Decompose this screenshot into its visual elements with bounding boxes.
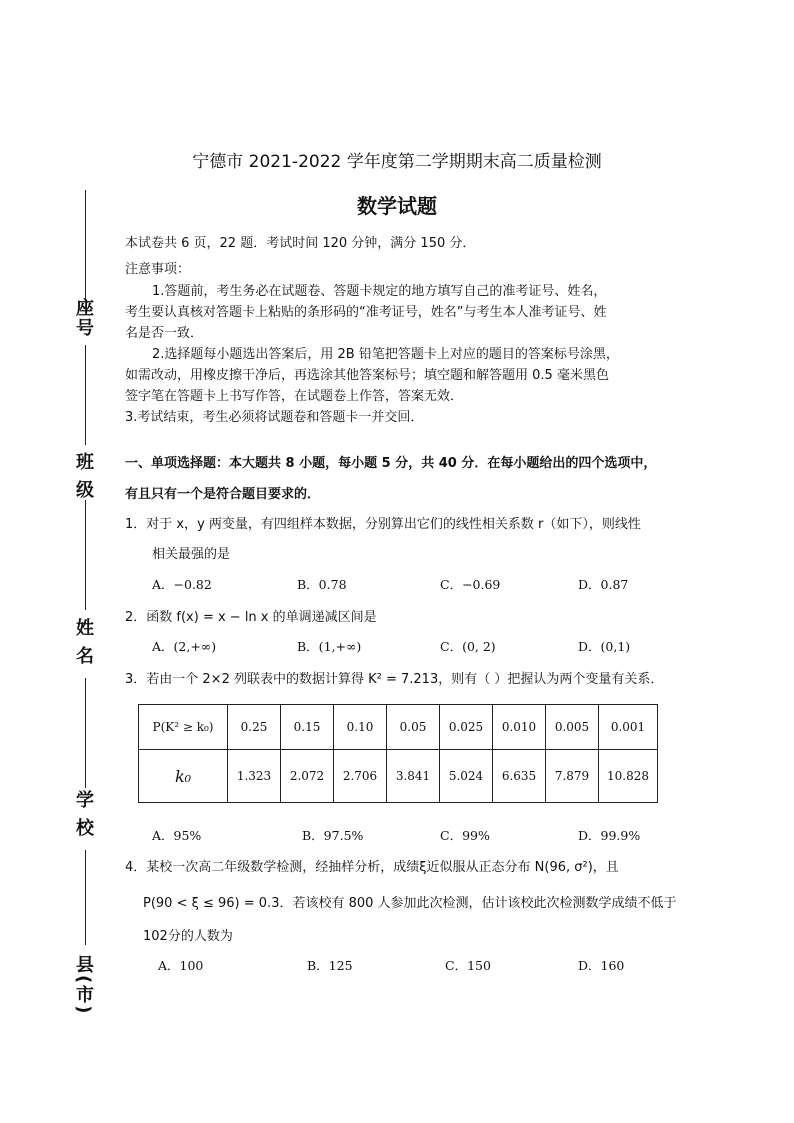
q2-option-b: B．(1,+∞): [297, 639, 362, 654]
table-cell: 7.879: [546, 750, 599, 803]
q2-option-d: D．(0,1): [578, 639, 631, 654]
q4-text: 4．某校一次高二年级数学检测，经抽样分析，成绩ξ近似服从正态分布 N(96, σ²)，且: [125, 860, 619, 875]
county-label: 县(市): [73, 955, 94, 1016]
table-cell: 0.25: [228, 705, 281, 750]
note-1-line-1: 1.答题前，考生务必在试题卷、答题卡规定的地方填写自己的准考证号、姓名，: [152, 284, 607, 299]
note-1-line-3: 名是否一致．: [125, 326, 204, 341]
q3-option-c: C．99%: [440, 828, 490, 843]
table-cell: 0.001: [599, 705, 658, 750]
table-cell: 6.635: [493, 750, 546, 803]
q1-option-d: D．0.87: [578, 577, 629, 592]
table-cell: 0.025: [440, 705, 493, 750]
q4-option-a: A．100: [158, 958, 204, 973]
table-cell: 0.010: [493, 705, 546, 750]
table-cell: 10.828: [599, 750, 658, 803]
q3-option-d: D．99.9%: [578, 828, 641, 843]
q1-option-c: C．−0.69: [440, 577, 501, 592]
table-cell: 0.15: [281, 705, 334, 750]
seat-label: 座号: [73, 298, 94, 338]
q1-text-cont: 相关最强的是: [152, 547, 231, 562]
intro-text: 本试卷共 6 页，22 题．考试时间 120 分钟，满分 150 分．: [125, 236, 476, 251]
q1-option-a: A．−0.82: [152, 577, 212, 592]
q3-option-a: A．95%: [152, 828, 202, 843]
q2-option-a: A．(2,+∞): [152, 639, 217, 654]
q2-option-c: C．(0, 2): [440, 639, 496, 654]
note-1-line-2: 考生要认真核对答题卡上粘贴的条形码的“准考证号，姓名”与考生本人准考证号、姓: [125, 305, 607, 320]
q4-option-d: D．160: [578, 958, 625, 973]
table-cell: 1.323: [228, 750, 281, 803]
table-row-p: [139, 705, 658, 750]
table-header-k: k₀: [139, 750, 228, 803]
school-label: 学 校: [73, 790, 94, 839]
section-1-heading-cont: 有且只有一个是符合题目要求的．: [125, 487, 321, 502]
note-2-line-1: 2.选择题每小题选出答案后，用 2B 铅笔把答题卡上对应的题目的答案标号涂黑，: [152, 347, 619, 362]
table-cell: 5.024: [440, 750, 493, 803]
q4-text-cont: P(90 < ξ ≤ 96) = 0.3．若该校有 800 人参加此次检测，估计该校此次检测数学成绩不低于: [143, 896, 677, 911]
table-cell: 3.841: [387, 750, 440, 803]
table-cell: 0.05: [387, 705, 440, 750]
q2-text: 2．函数 f(x) = x − ln x 的单调递减区间是: [125, 610, 377, 625]
exam-title: 宁德市 2021-2022 学年度第二学期期末高二质量检测: [192, 152, 602, 172]
binding-line-3: [85, 500, 86, 610]
critical-value-table: [138, 704, 658, 803]
notes-heading: 注意事项：: [125, 262, 191, 277]
name-label: 姓 名: [73, 618, 94, 667]
table-cell: 2.072: [281, 750, 334, 803]
q4-option-c: C．150: [445, 958, 491, 973]
q1-text: 1．对于 x，y 两变量，有四组样本数据，分别算出它们的线性相关系数 r（如下），则线性: [125, 517, 641, 532]
binding-line-4: [85, 678, 86, 788]
exam-subtitle: 数学试题: [357, 194, 437, 218]
table-cell: 2.706: [334, 750, 387, 803]
binding-line-2: [85, 345, 86, 445]
q3-text: 3．若由一个 2×2 列联表中的数据计算得 K² = 7.213，则有（ ）把握认为两个变量有关系．: [125, 672, 664, 687]
section-1-heading: 一、单项选择题：本大题共 8 小题，每小题 5 分，共 40 分．在每小题给出的四个选项中，: [125, 456, 657, 471]
q3-option-b: B．97.5%: [302, 828, 364, 843]
table-row-k: [139, 750, 658, 803]
table-cell: 0.10: [334, 705, 387, 750]
note-3: 3.考试结束，考生必须将试题卷和答题卡一并交回．: [125, 410, 424, 425]
q1-option-b: B．0.78: [297, 577, 347, 592]
binding-line-5: [85, 850, 86, 945]
table-header-p: P(K² ≥ k₀): [139, 705, 228, 750]
table-cell: 0.005: [546, 705, 599, 750]
q4-text-cont-2: 102分的人数为: [143, 929, 233, 944]
note-2-line-3: 签字笔在答题卡上书写作答，在试题卷上作答，答案无效．: [125, 389, 464, 404]
note-2-line-2: 如需改动，用橡皮擦干净后，再选涂其他答案标号；填空题和解答题用 0.5 毫米黑色: [125, 368, 609, 383]
class-label: 班 级: [73, 452, 94, 501]
q4-option-b: B．125: [307, 958, 353, 973]
